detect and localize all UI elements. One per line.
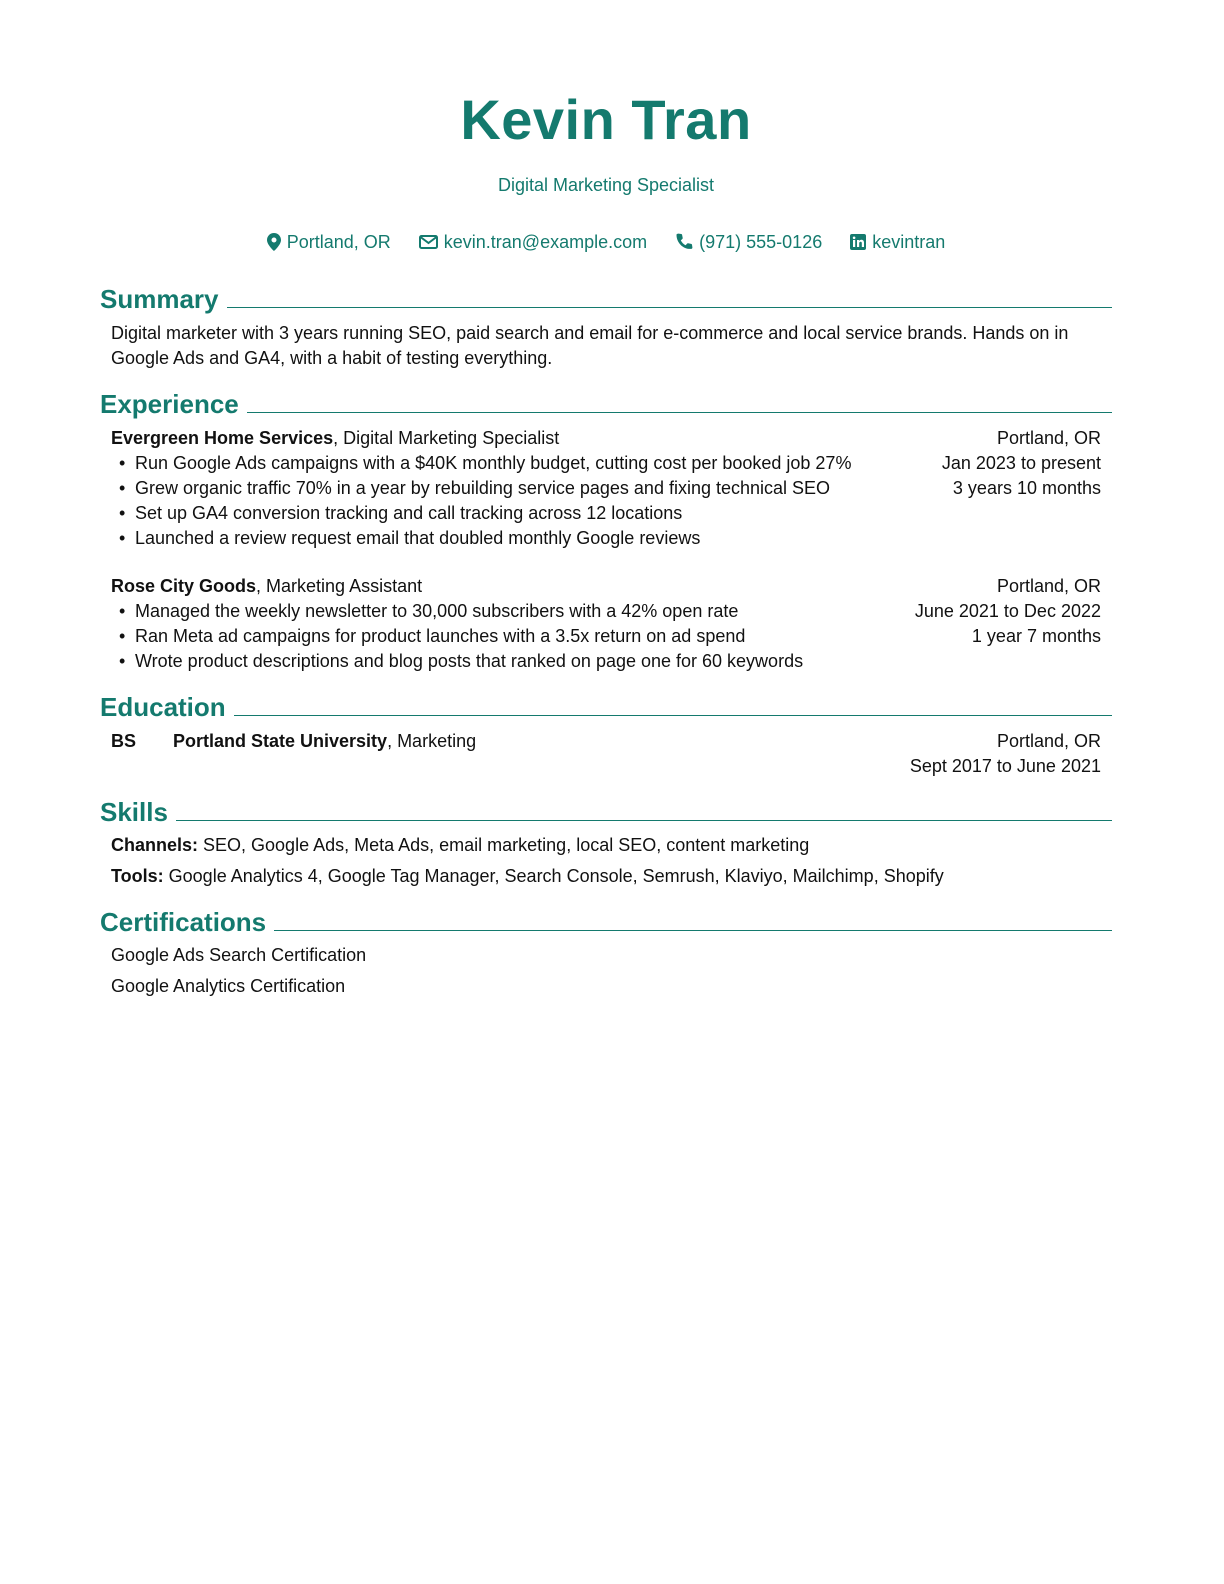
list-item: • Launched a review request email that doubled monthly Google reviews xyxy=(135,526,901,551)
job-entry xyxy=(100,574,1112,674)
summary-text: Digital marketer with 3 years running SEO, paid search and email for e-commerce and local service brands. Hands on in Google Ads and GA4, with a habit of testing everything. xyxy=(111,323,1069,368)
section-divider xyxy=(227,307,1113,308)
job-location: Portland, OR xyxy=(996,428,1101,448)
skill-values: SEO, Google Ads, Meta Ads, email marketing, local SEO, content marketing xyxy=(198,835,810,855)
summary-section xyxy=(100,280,1112,371)
experience-heading: Experience xyxy=(100,389,239,419)
skills-header xyxy=(100,793,1112,827)
skills-section xyxy=(100,793,1112,892)
contact-linkedin-text[interactable]: kevintran xyxy=(872,232,946,252)
contact-phone[interactable] xyxy=(675,229,822,255)
skill-line-tools xyxy=(111,861,1101,892)
education-location: Portland, OR xyxy=(996,731,1101,751)
contact-linkedin[interactable] xyxy=(850,229,945,255)
section-divider xyxy=(176,820,1112,821)
experience-header xyxy=(100,385,1112,419)
job-details xyxy=(111,426,901,551)
list-item: • Wrote product descriptions and blog posts that ranked on page one for 60 keywords xyxy=(135,649,901,674)
education-degree: BS xyxy=(111,731,137,751)
skills-list xyxy=(100,830,1112,892)
summary-heading: Summary xyxy=(100,284,219,314)
job-bullets xyxy=(111,451,901,551)
linkedin-icon xyxy=(850,234,866,250)
education-dates: Sept 2017 to June 2021 xyxy=(909,756,1101,776)
certifications-heading: Certifications xyxy=(100,907,267,937)
list-item: • Run Google Ads campaigns with a $40K monthly budget, cutting cost per booked job 27% xyxy=(135,451,901,476)
contact-email[interactable] xyxy=(419,229,647,255)
contact-phone-text[interactable]: (971) 555-0126 xyxy=(699,232,823,252)
list-item: Google Analytics Certification xyxy=(111,976,346,996)
candidate-title: Digital Marketing Specialist xyxy=(497,175,715,195)
section-divider xyxy=(247,412,1112,413)
education-entry xyxy=(100,729,1112,779)
map-pin-icon xyxy=(267,233,281,251)
section-divider xyxy=(234,715,1112,716)
list-item: • Managed the weekly newsletter to 30,000 subscribers with a 42% open rate xyxy=(135,599,901,624)
envelope-icon xyxy=(419,235,438,249)
skill-line-channels xyxy=(111,830,1101,861)
education-meta xyxy=(901,729,1101,779)
skills-heading: Skills xyxy=(100,797,168,827)
education-school: Portland State University xyxy=(173,731,388,751)
certifications-header xyxy=(100,903,1112,937)
contact-bar xyxy=(100,229,1112,255)
job-meta xyxy=(901,426,1101,551)
job-dates: June 2021 to Dec 2022 xyxy=(914,601,1101,621)
job-heading xyxy=(111,574,901,599)
job-company: Rose City Goods xyxy=(111,576,257,596)
job-bullets xyxy=(111,599,901,674)
job-role: , Marketing Assistant xyxy=(256,576,423,596)
list-item: • Ran Meta ad campaigns for product launches with a 3.5x return on ad spend xyxy=(135,624,901,649)
education-field: , Marketing xyxy=(387,731,477,751)
education-heading: Education xyxy=(100,692,226,722)
list-item: • Grew organic traffic 70% in a year by rebuilding service pages and fixing technical SEO xyxy=(135,476,901,501)
job-details xyxy=(111,574,901,674)
job-role: , Digital Marketing Specialist xyxy=(333,428,560,448)
education-header xyxy=(100,688,1112,722)
contact-location xyxy=(267,229,391,255)
candidate-name: Kevin Tran xyxy=(460,88,752,151)
skill-label: Tools: xyxy=(111,866,164,886)
job-location: Portland, OR xyxy=(996,576,1101,596)
job-company: Evergreen Home Services xyxy=(111,428,334,448)
certifications-list xyxy=(100,940,1112,1002)
job-heading xyxy=(111,426,901,451)
contact-email-text[interactable]: kevin.tran@example.com xyxy=(443,232,648,252)
list-item: • Set up GA4 conversion tracking and call tracking across 12 locations xyxy=(135,501,901,526)
section-divider xyxy=(274,930,1112,931)
job-dates: Jan 2023 to present xyxy=(941,453,1101,473)
job-entry xyxy=(100,426,1112,551)
education-section xyxy=(100,688,1112,779)
job-duration: 3 years 10 months xyxy=(952,478,1101,498)
certifications-section xyxy=(100,903,1112,1002)
job-meta xyxy=(901,574,1101,674)
phone-icon xyxy=(675,233,693,251)
contact-location-text: Portland, OR xyxy=(286,232,391,252)
education-details xyxy=(111,729,901,779)
summary-header xyxy=(100,280,1112,314)
list-item: Google Ads Search Certification xyxy=(111,945,367,965)
job-duration: 1 year 7 months xyxy=(971,626,1101,646)
skill-values: Google Analytics 4, Google Tag Manager, Search Console, Semrush, Klaviyo, Mailchimp, Shopify xyxy=(163,866,944,886)
skill-label: Channels: xyxy=(111,835,199,855)
experience-section xyxy=(100,385,1112,674)
